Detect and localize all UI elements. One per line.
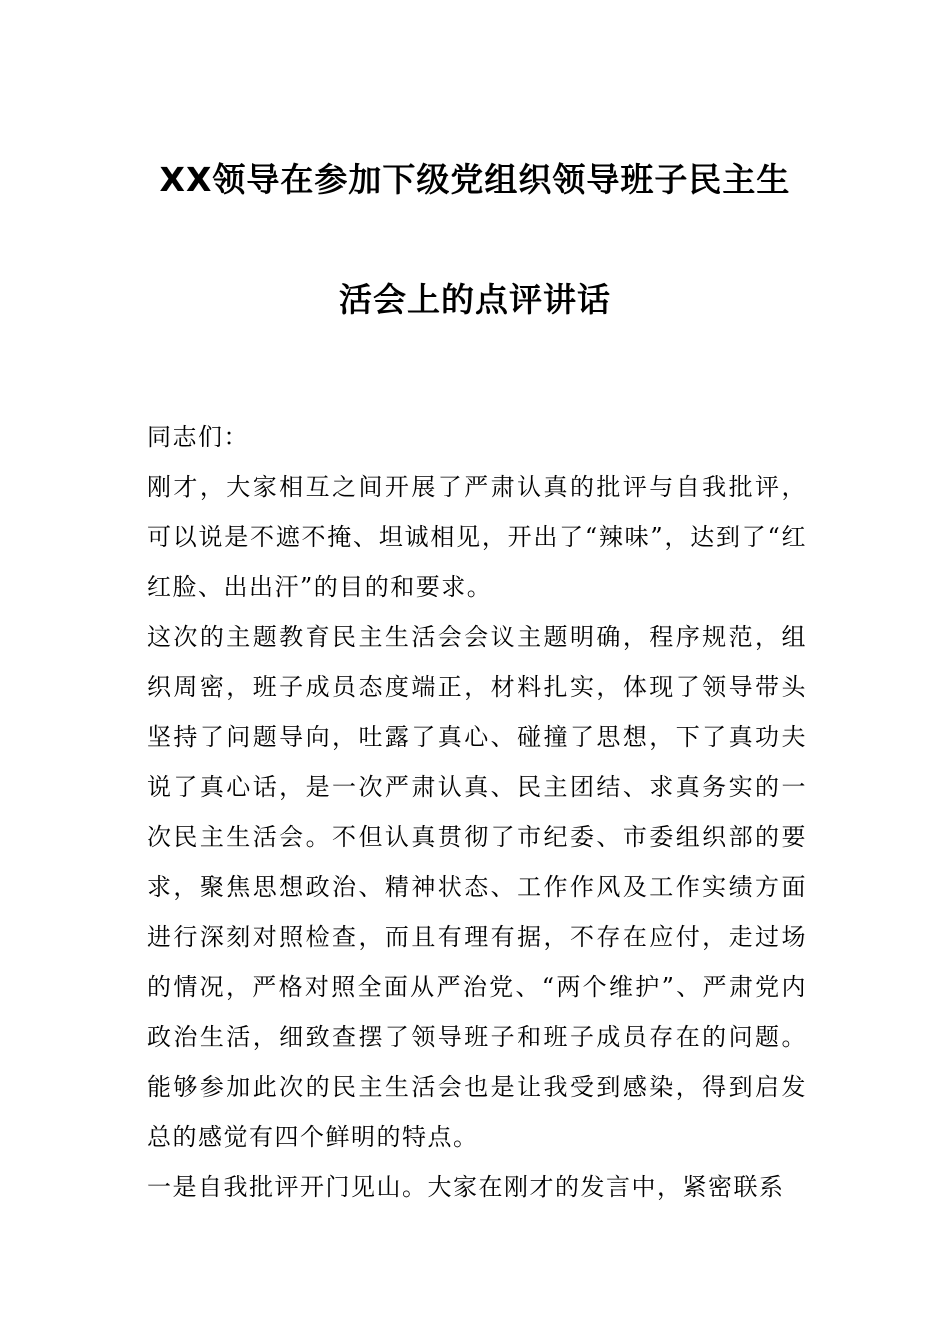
body-paragraph-1: 刚才，大家相互之间开展了严肃认真的批评与自我批评，可以说是不遮不掩、坦诚相见，开出了“辣味”，达到了“红红脸、出出汗”的目的和要求。	[147, 473, 807, 601]
body-paragraph-2: 这次的主题教育民主生活会会议主题明确，程序规范，组织周密，班子成员态度端正，材料扎实，体现了领导带头坚持了问题导向，吐露了真心、碰撞了思想，下了真功夫说了真心话，是一次严肃认真、民主团结、求真务实的一次民主生活会。不但认真贯彻了市纪委、市委组织部的要求，聚焦思想政治、精神状态、工作作风及工作实绩方面进行深刻对照检查，而且有理有据，不存在应付，走过场的情况，严格对照全面从严治党、“两个维护”、严肃党内政治生活，细致查摆了领导班子和班子成员存在的问题。能够参加此次的民主生活会也是让我受到感染，得到启发总的感觉有四个鲜明的特点。	[147, 623, 807, 1151]
document-body	[147, 412, 807, 1212]
salutation: 同志们：	[147, 423, 249, 451]
document-title-line-1: XX领导在参加下级党组织领导班子民主生	[159, 160, 791, 199]
document-title-line-2: 活会上的点评讲话	[339, 280, 611, 319]
body-paragraph-3: 一是自我批评开门见山。大家在刚才的发言中，紧密联系	[147, 1173, 785, 1201]
